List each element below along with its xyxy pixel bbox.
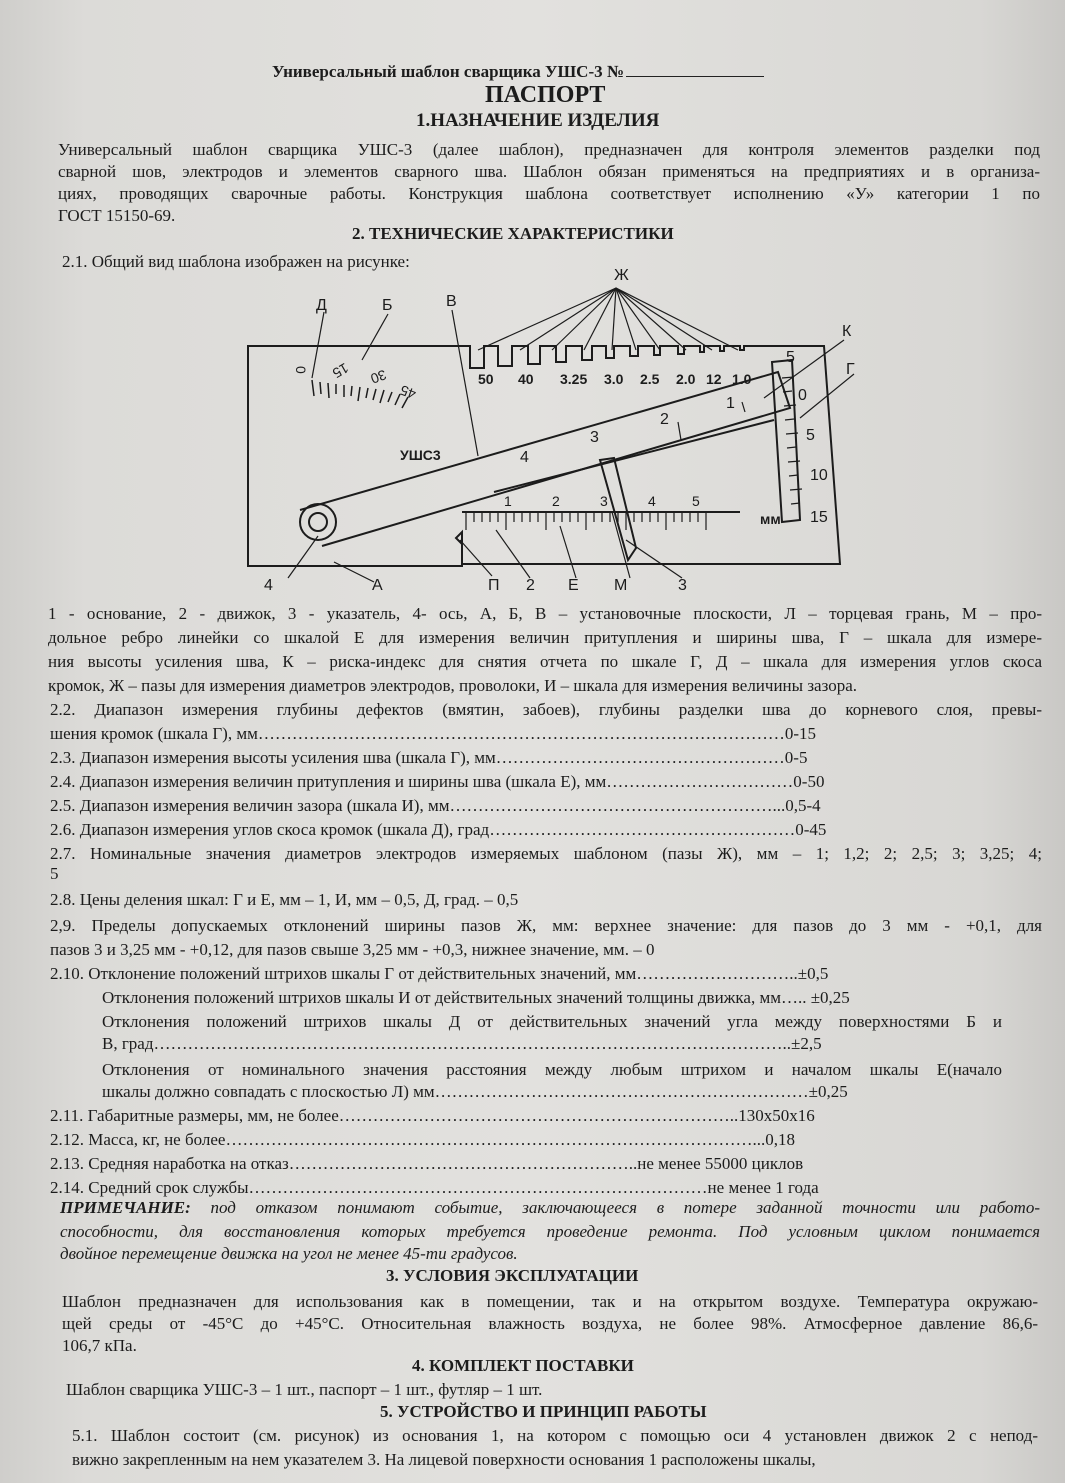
ruler-number-3: 3	[600, 493, 608, 509]
angle-tick-15: 15	[329, 359, 352, 382]
axis-outer-circle	[300, 504, 336, 540]
spec-2-7-b: 5	[50, 864, 59, 883]
s1-line-4: ГОСТ 15150-69.	[58, 206, 176, 225]
label-3: 3	[678, 577, 687, 594]
s1-line-2: сварной шов, электродов и элементов сварного шва. Шаблон обязан применяться на предприятиях и в организа-	[58, 162, 1040, 181]
section-4-title: 4. КОМПЛЕКТ ПОСТАВКИ	[412, 1356, 634, 1375]
angle-tick-45: 45	[397, 382, 419, 403]
s2-intro: 2.1. Общий вид шаблона изображен на рисунке:	[62, 252, 410, 271]
ushs-mark: УШС3	[400, 447, 441, 463]
slot-label-12: 12	[706, 371, 722, 387]
passport-heading: ПАСПОРТ	[485, 82, 606, 108]
spec-2-10-a: 2.10. Отклонение положений штрихов шкалы Г от действительных значений, мм………………………..±0,5	[50, 964, 829, 983]
spec-2-9-b: пазов 3 и 3,25 мм - +0,12, для пазов свыше 3,25 мм - +0,3, нижнее значение, мм. – 0	[50, 940, 655, 959]
spec-2-13: 2.13. Средняя наработка на отказ……………………………………………………..не менее 55000 циклов	[50, 1154, 804, 1173]
spec-2-8: 2.8. Цены деления шкал: Г и Е, мм – 1, И, мм – 0,5, Д, град. – 0,5	[50, 890, 519, 909]
slot-label-2-5: 2.5	[640, 371, 660, 387]
spec-2-10-d: В, град…………………………………………………………………………………………………..±2,5	[102, 1034, 822, 1053]
slot-label-2-0: 2.0	[676, 371, 696, 387]
label-k: К	[842, 323, 852, 340]
section-5-title: 5. УСТРОЙСТВО И ПРИНЦИП РАБОТЫ	[380, 1402, 707, 1421]
ruler-number-1: 1	[504, 493, 512, 509]
legend-line-2: дольное ребро линейки со шкалой Е для измерения величин притупления и ширины шва, Г – шкала для измере-	[48, 628, 1042, 647]
legend-line-3: ния высоты усиления шва, К – риска-индекс для снятия отчета по шкале Г, Д – шкала для измерения углов скоса	[48, 652, 1042, 671]
note-line-3: двойное перемещение движка на угол не менее 45-ти градусов.	[60, 1244, 518, 1263]
pointer	[600, 458, 636, 560]
label-d: Д	[316, 297, 327, 314]
label-4: 4	[264, 577, 273, 594]
s3-line-1: Шаблон предназначен для использования как в помещении, так и на открытом воздухе. Температура окружаю-	[62, 1292, 1038, 1311]
spec-2-10-f: шкалы должно совпадать с плоскостью Л) мм…………………………………………………………±0,25	[102, 1082, 848, 1101]
spec-2-3: 2.3. Диапазон измерения высоты усиления шва (шкала Г), мм……………………………………………0-5	[50, 748, 808, 767]
spec-2-5: 2.5. Диапазон измерения величин зазора (шкала И), мм…………………………………………………...0,5-4	[50, 796, 821, 815]
section-2-title: 2. ТЕХНИЧЕСКИЕ ХАРАКТЕРИСТИКИ	[352, 224, 674, 243]
spec-2-7-a: 2.7. Номинальные значения диаметров электродов измеряемых шаблоном (пазы Ж), мм – 1; 1,2; 2; 2,5; 3; 3,25; 4;	[50, 844, 1042, 863]
label-e: Е	[568, 577, 579, 594]
template-drawing	[0, 0, 1065, 610]
label-m: М	[614, 577, 628, 594]
ruler-number-2: 2	[552, 493, 560, 509]
gauge-5: 5	[806, 427, 815, 444]
angle-tick-0: 0	[293, 366, 309, 374]
note-line-1	[60, 1198, 1040, 1218]
label-a: А	[372, 577, 383, 594]
slot-label-3-0: 3.0	[604, 371, 624, 387]
gauge-10: 10	[810, 467, 828, 484]
spec-2-10-b: Отклонения положений штрихов шкалы И от действительных значений толщины движка, мм….. ±0,25	[102, 988, 850, 1007]
gauge-15: 15	[810, 509, 828, 526]
gauge-5-top: 5	[786, 349, 795, 366]
s3-line-3: 106,7 кПа.	[62, 1336, 137, 1355]
slot-label-40: 40	[518, 371, 534, 387]
arm-number-4: 4	[520, 449, 529, 466]
s1-line-3: циях, проводящих сварочные работы. Конструкция шаблона соответствует исполнению «У» категории 1 по	[58, 184, 1040, 203]
s5-line-2: вижно закрепленным на нем указателем 3. На лицевой поверхности основания 1 расположены шкалы,	[72, 1450, 816, 1469]
label-zh: Ж	[614, 267, 629, 284]
spec-2-10-c: Отклонения положений штрихов шкалы Д от действительных значений угла между поверхностями Б и	[102, 1012, 1002, 1031]
ruler-number-5: 5	[692, 493, 700, 509]
ruler-number-4: 4	[648, 493, 656, 509]
arm-number-3: 3	[590, 429, 599, 446]
gauge-0: 0	[798, 387, 807, 404]
spec-2-6: 2.6. Диапазон измерения углов скоса кромок (шкала Д), град………………………………………………0-45	[50, 820, 827, 839]
spec-2-14: 2.14. Средний срок службы………………………………………………………………………не менее 1 года	[50, 1178, 819, 1197]
note-line-2: способности, для восстановления которых требуется проведение ремонта. Под условным циклом понимается	[60, 1222, 1040, 1241]
label-g: Г	[846, 361, 855, 378]
label-2: 2	[526, 577, 535, 594]
title-text: Универсальный шаблон сварщика УШС-3 №	[272, 62, 624, 81]
s4-line: Шаблон сварщика УШС-3 – 1 шт., паспорт – 1 шт., футляр – 1 шт.	[66, 1380, 543, 1399]
label-p: П	[488, 577, 500, 594]
spec-2-10-e: Отклонения от номинального значения расстояния между любым штрихом и началом шкалы Е(начало	[102, 1060, 1002, 1079]
label-b: Б	[382, 297, 393, 314]
mm-mark: мм	[760, 511, 781, 527]
spec-2-11: 2.11. Габаритные размеры, мм, не более……………………………………………………………..130х50х16	[50, 1106, 815, 1125]
arm-number-2: 2	[660, 411, 669, 428]
note-text-1: под отказом понимают событие, заключающееся в потере заданной точности или работо-	[190, 1198, 1040, 1217]
axis-inner-circle	[309, 513, 327, 531]
s5-line-1: 5.1. Шаблон состоит (см. рисунок) из основания 1, на котором с помощью оси 4 установлен движок 2 с непод-	[72, 1426, 1038, 1445]
slot-label-3-25: 3.25	[560, 371, 588, 387]
spec-2-12: 2.12. Масса, кг, не более…………………………………………………………………………………...0,18	[50, 1130, 795, 1149]
spec-2-2-b: шения кромок (шкала Г), мм…………………………………………………………………………………0-15	[50, 724, 816, 743]
section-1-title: 1.НАЗНАЧЕНИЕ ИЗДЕЛИЯ	[416, 110, 660, 131]
angle-tick-30: 30	[368, 366, 389, 388]
s1-line-1: Универсальный шаблон сварщика УШС-3 (далее шаблон), предназначен для контроля элементов разделки под	[58, 140, 1040, 159]
slot-label-1-0: 1.0	[732, 371, 752, 387]
slot-label-50: 50	[478, 371, 494, 387]
note-label: ПРИМЕЧАНИЕ:	[60, 1198, 191, 1217]
legend-line-4: кромок, Ж – пазы для измерения диаметров электродов, проволоки, И – шкала для измерения величины зазора.	[48, 676, 857, 695]
label-v: В	[446, 293, 457, 310]
spec-2-9-a: 2,9. Пределы допускаемых отклонений ширины пазов Ж, мм: верхнее значение: для пазов до 3 мм - +0,1, для	[50, 916, 1042, 935]
spec-2-4: 2.4. Диапазон измерения величин притупления и ширины шва (шкала Е), мм……………………………0-50	[50, 772, 825, 791]
arm-number-1: 1	[726, 395, 735, 412]
section-3-title: 3. УСЛОВИЯ ЭКСПЛУАТАЦИИ	[386, 1266, 639, 1285]
spec-2-2-a: 2.2. Диапазон измерения глубины дефектов (вмятин, забоев), глубины разделки шва до корневого слоя, превы-	[50, 700, 1042, 719]
legend-line-1: 1 - основание, 2 - движок, 3 - указатель, 4- ось, А, Б, В – установочные плоскости, Л – торцевая грань, М – про-	[48, 604, 1042, 623]
s3-line-2: щей среды от -45°С до +45°С. Относительная влажность воздуха, не более 98%. Атмосферное давление 86,6-	[62, 1314, 1038, 1333]
